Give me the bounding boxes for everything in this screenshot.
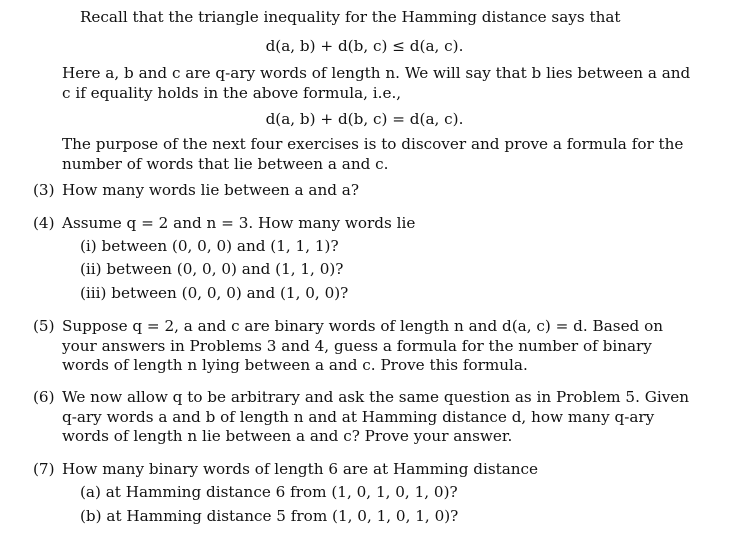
problem-number: (6) — [33, 388, 55, 406]
intro-text: Recall that the triangle inequality for the Hamming distance says that — [80, 8, 621, 26]
problem-4-part-ii: (ii) between (0, 0, 0) and (1, 1, 0)? — [80, 260, 344, 278]
problem-7-text: How many binary words of length 6 are at Hamming distance — [62, 460, 539, 478]
problem-number: (7) — [33, 460, 55, 478]
problem-number: (5) — [33, 317, 55, 335]
definition-paragraph: Here a, b and c are q-ary words of length n. We will say that b lies between a and c if equality holds in the above formula, i.e., — [62, 64, 691, 102]
problem-7-part-b: (b) at Hamming distance 5 from (1, 0, 1, 0, 1, 0)? — [80, 507, 459, 525]
problem-4-part-iii: (iii) between (0, 0, 0) and (1, 0, 0)? — [80, 284, 349, 302]
problem-number: (3) — [33, 181, 55, 199]
equality-equation: d(a, b) + d(b, c) = d(a, c). — [265, 110, 464, 128]
problem-4-part-i: (i) between (0, 0, 0) and (1, 1, 1)? — [80, 237, 339, 255]
purpose-paragraph: The purpose of the next four exercises is to discover and prove a formula for the number of words that lie between a and c. — [62, 135, 684, 173]
triangle-inequality-equation: d(a, b) + d(b, c) ≤ d(a, c). — [265, 37, 464, 55]
problem-5-text: Suppose q = 2, a and c are binary words of length n and d(a, c) = d. Based on your answers in Problems 3 and 4, guess a formula for the number of binary words of length n lying between a and c. Prove this formula. — [62, 317, 664, 374]
problem-3-text: How many words lie between a and a? — [62, 181, 360, 199]
problem-number: (4) — [33, 214, 55, 232]
problem-6-text: We now allow q to be arbitrary and ask the same question as in Problem 5. Given q-ary words a and b of length n and at Hamming distance d, how many q-ary words of length n lie between a and c? Prove your answer. — [62, 388, 690, 445]
problem-4-text: Assume q = 2 and n = 3. How many words lie — [62, 214, 416, 232]
problem-7-part-a: (a) at Hamming distance 6 from (1, 0, 1, 0, 1, 0)? — [80, 483, 458, 501]
